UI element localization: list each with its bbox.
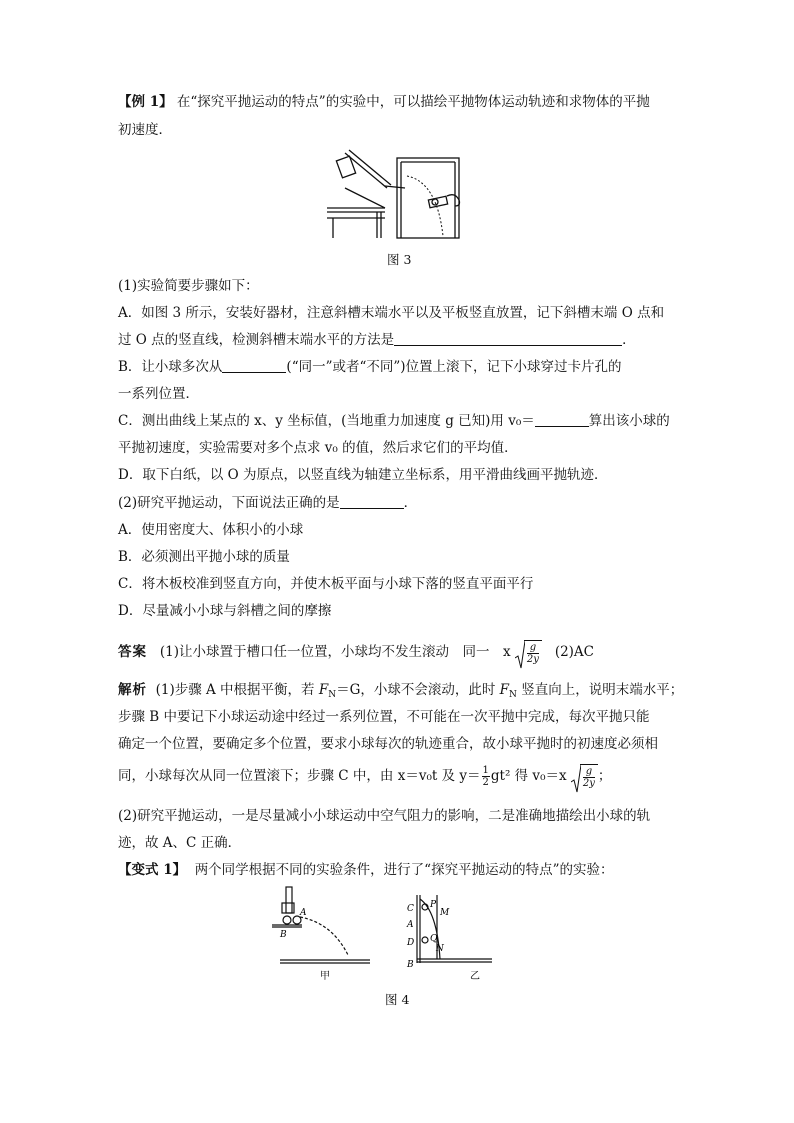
fig4-right-point-c: C — [407, 904, 414, 914]
fig4-right-point-a: A — [407, 920, 414, 930]
analysis-line1-b: ＝G，小球不会滚动，此时 — [336, 682, 500, 698]
analysis-line5: (2)研究平抛运动，一是尽量减小小球运动中空气阻力的影响，二是准确地描绘出小球的轨 — [118, 808, 651, 824]
half-den: 2 — [482, 777, 489, 788]
force-symbol-2: F — [499, 682, 510, 698]
step-c-line2: 平抛初速度，实验需要对多个点求 v₀ 的值，然后求它们的平均值． — [118, 440, 518, 456]
half-num: 1 — [482, 765, 489, 776]
frac-num-2: g — [583, 766, 595, 778]
step-c-line1 — [118, 411, 670, 431]
option-b: B．必须测出平抛小球的质量 — [118, 549, 290, 565]
step-b-pre: B．让小球多次从 — [118, 359, 223, 375]
step-a-text: 过 O 点的竖直线，检测斜槽末端水平的方法是 — [118, 332, 395, 348]
fig4-left-point-b: B — [280, 930, 287, 940]
figure4-diagrams — [262, 885, 512, 983]
answer-part2: (2)AC — [554, 644, 595, 660]
analysis-line1-c: 竖直向上，说明末端水平； — [516, 682, 684, 698]
fig4-right-point-d: D — [407, 938, 415, 948]
sqrt-g-over-2y-2 — [571, 764, 598, 789]
fig4-left-label: 甲 — [320, 971, 330, 982]
answer-blank-b[interactable] — [222, 358, 286, 373]
answer-blank-part2[interactable] — [340, 494, 404, 509]
step-c-post: 算出该小球的 — [588, 413, 670, 429]
step-b-line2: 一系列位置． — [118, 386, 199, 402]
answer-label: 答案 — [118, 644, 147, 660]
part2-question — [118, 493, 417, 513]
variant-tag: 【变式 1】 — [118, 862, 187, 878]
analysis-line4-c: ； — [597, 768, 612, 784]
figure3-caption: 图 3 — [387, 252, 412, 267]
part2-pre: (2)研究平抛运动，下面说法正确的是 — [118, 495, 340, 511]
answer-blank-c[interactable] — [535, 412, 589, 427]
step-a-end: ． — [622, 332, 636, 348]
step-a-line1: A．如图 3 所示，安装好器材，注意斜槽末端水平以及平板竖直放置，记下斜槽末端 O 点和 — [118, 305, 665, 321]
example1-line1 — [118, 92, 650, 112]
frac-den: 2y — [526, 654, 539, 665]
frac-num: g — [527, 642, 539, 654]
part1-heading: (1)实验简要步骤如下： — [118, 278, 259, 294]
step-d-line: D．取下白纸，以 O 为原点，以竖直线为轴建立坐标系，用平滑曲线画平抛轨迹． — [118, 467, 608, 483]
option-a: A．使用密度大、体积小的小球 — [118, 522, 304, 538]
force-subscript-2: N — [509, 690, 517, 700]
variant1-line — [118, 860, 614, 880]
frac-den-2: 2y — [582, 778, 595, 789]
force-subscript: N — [328, 690, 337, 700]
analysis-line4 — [118, 764, 611, 789]
fig4-right-point-q: Q — [430, 934, 438, 944]
option-d: D．尽量减小小球与斜槽之间的摩擦 — [118, 603, 332, 619]
fig4-right-point-m: M — [440, 908, 450, 918]
force-symbol: F — [318, 682, 329, 698]
analysis-line1-a: (1)步骤 A 中根据平衡，若 — [155, 682, 319, 698]
analysis-line6: 迹，故 A、C 正确． — [118, 835, 242, 851]
analysis-line4-b: gt² 得 v₀＝x — [490, 768, 567, 784]
analysis-label: 解析 — [118, 682, 147, 698]
fig4-left-point-a: A — [300, 908, 307, 918]
analysis-line2: 步骤 B 中要记下小球运动途中经过一系列位置，不可能在一次平抛中完成，每次平抛只能 — [118, 709, 650, 725]
example1-line2: 初速度． — [118, 122, 172, 138]
answer-line — [118, 640, 594, 665]
sqrt-g-over-2y — [515, 640, 542, 665]
step-a-line2 — [118, 330, 636, 350]
fig4-right-point-n: N — [436, 944, 444, 954]
analysis-line4-a: 同，小球每次从同一位置滚下；步骤 C 中，由 x＝v₀t 及 y＝ — [118, 768, 481, 784]
step-b-post: (“同一”或者“不同”)位置上滚下，记下小球穿过卡片孔的 — [286, 359, 622, 375]
analysis-line1 — [118, 680, 683, 705]
option-c: C．将木板校准到竖直方向，并使木板平面与小球下落的竖直平面平行 — [118, 576, 534, 592]
figure4-caption: 图 4 — [385, 992, 410, 1007]
example-tag: 【例 1】 — [118, 94, 173, 110]
answer-text: (1)让小球置于槽口任一位置，小球均不发生滚动 同一 x — [159, 644, 511, 660]
fig4-right-point-b: B — [407, 960, 414, 970]
part2-post: ． — [403, 495, 418, 511]
half-fraction — [482, 765, 490, 788]
step-b-line1 — [118, 357, 622, 377]
answer-blank-a[interactable] — [394, 331, 622, 346]
fig4-right-label: 乙 — [470, 971, 480, 982]
analysis-line3: 确定一个位置，要确定多个位置，要求小球每次的轨迹重合，故小球平抛时的初速度必须相 — [118, 736, 658, 752]
fig4-right-point-p: P — [430, 900, 437, 910]
figure3-apparatus — [325, 148, 470, 240]
step-c-pre: C．测出曲线上某点的 x、y 坐标值，(当地重力加速度 g 已知)用 v₀＝ — [118, 413, 535, 429]
example-text: 在“探究平抛运动的特点”的实验中，可以描绘平抛物体运动轨迹和求物体的平抛 — [176, 94, 650, 110]
variant-text: 两个同学根据不同的实验条件，进行了“探究平抛运动的特点”的实验： — [194, 862, 614, 878]
